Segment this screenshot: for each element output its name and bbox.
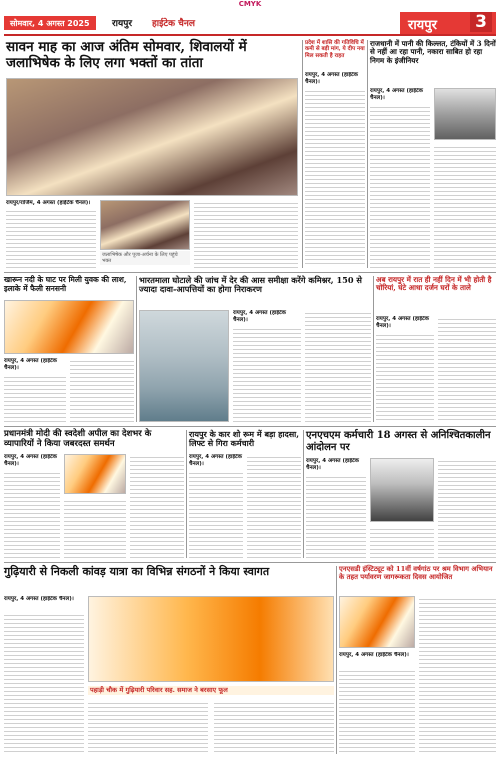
headline-water: राजधानी में पानी की किल्लत, टंकियों में 3 दिनों से नहीं आ रहा पानी, नकारा साबित हो रहा निगम के इंजीनियर: [370, 39, 496, 65]
story-water: [370, 40, 496, 270]
headline-lift: रायपुर के कार शो रूम में बड़ा हादसा, लिफ्ट से गिरा कर्मचारी: [189, 429, 299, 449]
byline-water: रायपुर, 4 अगस्त (हाईटेक चैनल)।: [370, 88, 424, 101]
city-box-label: रायपुर: [408, 18, 437, 33]
body-nhm-col3: [438, 458, 496, 558]
body-sawan-col1: [6, 208, 96, 268]
body-theft-col1: [376, 332, 434, 422]
divider: [136, 276, 137, 422]
body-bharatmala-col1: [233, 326, 301, 422]
body-kharun-col1: [4, 374, 66, 422]
body-kharun-col2: [70, 358, 134, 422]
body-kanwar-col2: [88, 700, 208, 754]
headline-sawan: सावन माह का आज अंतिम सोमवार, शिवालयों में जलाभिषेक के लिए लगा भक्तों का तांता: [6, 39, 247, 71]
cmyk-marker: CMYK: [238, 0, 262, 8]
byline-kanwar: रायपुर, 4 अगस्त (हाईटेक चैनल)।: [4, 596, 74, 602]
body-modi-col3: [130, 454, 184, 558]
body-sawan-col2: [194, 200, 298, 268]
photo-sawan-small: [100, 200, 190, 250]
divider: [303, 430, 304, 558]
photo-water: [434, 88, 496, 140]
divider: [4, 426, 496, 427]
story-kanwar: [4, 566, 334, 756]
byline-nhm: रायपुर, 4 अगस्त (हाईटेक चैनल)।: [306, 458, 360, 471]
masthead: [4, 12, 496, 36]
photo-institute: [339, 596, 415, 648]
headline-theft: अब रायपुर में रात ही नहीं दिन में भी होती है चोरियां, घंटे आधा दर्जन घरों के ताले: [376, 275, 492, 293]
date-label: सोमवार, 4 अगस्त 2025: [4, 16, 96, 30]
photo-nhm-protest: [370, 458, 434, 522]
divider: [302, 40, 303, 268]
story-lift: [189, 430, 301, 560]
body-institute-col1: [339, 668, 415, 754]
byline-theft: रायपुर, 4 अगस्त (हाईटेक चैनल)।: [376, 316, 430, 329]
photo-kharun: [4, 300, 134, 354]
divider: [373, 276, 374, 422]
byline-lift: रायपुर, 4 अगस्त (हाईटेक चैनल)।: [189, 454, 243, 467]
city-label: रायपुर: [112, 19, 133, 29]
byline-kharun: रायपुर, 4 अगस्त (हाईटेक चैनल)।: [4, 358, 58, 371]
headline-modi: प्रधानमंत्री मोदी की स्वदेशी अपील का देशभर के व्यापारियों ने किया जबरदस्त समर्थन: [4, 429, 152, 449]
body-water-col1: [370, 104, 430, 268]
headline-nhm: एनएचएम कर्मचारी 18 अगस्त से अनिश्चितकालीन आंदोलन पर: [306, 430, 491, 453]
story-sawan: [4, 40, 300, 270]
headline-institute: एनएसडी इंस्टिट्यूट को 11वीं वर्षगांठ पर श्रम विभाग अभियान के तहत पर्यावरण जागरूकता दिवस आयोजित: [339, 565, 493, 581]
story-nhm: [306, 430, 496, 560]
story-institute: [339, 566, 496, 756]
photo-bharatmala-road: [139, 310, 229, 422]
headline-sidebar-note: प्रदेश में शासि की गतिविधि में कमी से बड़ी मांग, ये दीप नया मिल सकती है राहत: [305, 40, 365, 59]
story-bharatmala: [139, 276, 371, 424]
body-institute-col2: [419, 596, 496, 754]
city-box: [400, 12, 496, 34]
byline-institute: रायपुर, 4 अगस्त (हाईटेक चैनल)।: [339, 652, 409, 658]
photo-modi-meeting: [64, 454, 126, 494]
subhead-kanwar: पहाड़ी चौक में गुढ़ियारी परिवार सह. समाज ने बरसाए फूल: [88, 686, 334, 695]
caption-sawan: जलाभिषेक और पूजा-अर्चना के लिए पहुंचे भक्त: [100, 251, 190, 265]
divider: [367, 40, 368, 268]
story-modi: [4, 430, 184, 560]
body-kanwar-col1: [4, 612, 84, 754]
body-nhm-col1: [306, 474, 366, 558]
body-modi-col2: [64, 498, 126, 558]
body-bharatmala-col2: [305, 310, 371, 422]
body-nhm-col2: [370, 526, 434, 558]
headline-kharun: खारून नदी के घाट पर मिली युवक की लाश, इलाके में फैली सनसनी: [4, 275, 127, 293]
divider: [186, 430, 187, 558]
body-water-col2: [434, 144, 496, 268]
byline-sawan: रायपुर/राजिम, 4 अगस्त (हाईटेक चैनल)।: [6, 200, 91, 206]
story-kharun: [4, 276, 134, 424]
byline-modi: रायपुर, 4 अगस्त (हाईटेक चैनल)।: [4, 454, 58, 467]
headline-kanwar: गुढ़ियारी से निकली कांवड़ यात्रा का विभिन्न संगठनों ने किया स्वागत: [4, 565, 270, 578]
headline-bharatmala: भारतमाला घोटाले की जांच में देर की आस समीक्षा करेंगे कमिश्नर, 150 से ज्यादा दावा-आपत्तियों का होगा निराकरण: [139, 275, 362, 295]
body-lift-col1: [189, 470, 243, 558]
body-sidebar-note: [305, 88, 365, 266]
section-label: हाईटेक चैनल: [152, 19, 195, 29]
photo-sawan-crowd: [6, 78, 298, 196]
story-sidebar-note: [305, 40, 365, 268]
page-number: 3: [470, 12, 492, 32]
divider: [336, 566, 337, 754]
story-theft: [376, 276, 496, 424]
body-modi-col1: [4, 470, 60, 558]
divider: [4, 562, 496, 563]
body-theft-col2: [438, 316, 496, 422]
byline-sidebar-note: रायपुर, 4 अगस्त (हाईटेक चैनल)।: [305, 72, 359, 85]
photo-kanwar-group: [88, 596, 334, 682]
body-kanwar-col3: [214, 700, 334, 754]
divider: [4, 272, 496, 273]
body-lift-col2: [247, 454, 301, 558]
byline-bharatmala: रायपुर, 4 अगस्त (हाईटेक चैनल)।: [233, 310, 287, 323]
